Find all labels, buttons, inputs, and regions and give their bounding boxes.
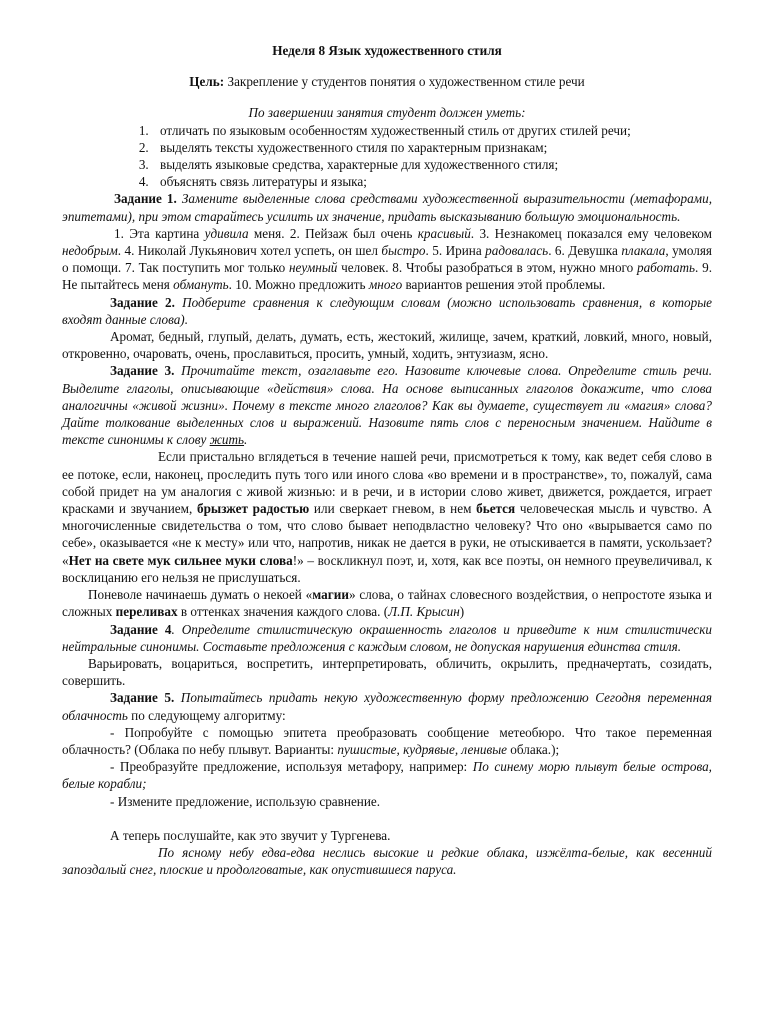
task3-text-paragraph-2: Поневоле начинаешь думать о некоей «магии» слова, о тайнах словесного воздействия, о непростоте языка и сложных переливах в оттенках значения каждого слова. (Л.П. Крысин) <box>62 587 712 620</box>
spacer <box>62 810 712 827</box>
task5-step-comparison: - Измените предложение, использую сравнение. <box>110 793 381 809</box>
task5-step-epithet: - Попробуйте с помощью эпитета преобразовать сообщение метеобюро. Что такое переменная облачность? (Облака по небу плывут. Варианты: пушистые, кудрявые, ленивые облака.); <box>62 724 712 757</box>
goal-line <box>62 73 712 90</box>
task2-label: Задание 2. <box>110 294 175 310</box>
task5-label: Задание 5. <box>110 690 175 706</box>
task5-instruction: Задание 5. Попытайтесь придать некую художественную форму предложению Сегодня переменная облачность по следующему алгоритму: <box>62 690 712 723</box>
task2-words: Аромат, бедный, глупый, делать, думать, есть, жестокий, жилище, зачем, краткий, ловкий, много, новый, откровенно, очаровать, очень, прославиться, просить, умный, ходить, энтузиазм, ясно. <box>62 329 712 362</box>
task3-instruction: Задание 3. Прочитайте текст, озаглавьте его. Назовите ключевые слова. Определите стиль речи. Выделите глаголы, описывающие «действия» слова. На основе выписанных глаголов докажите, что слова аналогичны «живой жизни». Почему в тексте много глаголов? Как вы думаете, существует ли «магия» слова? Дайте толкование выделенных слов и выражений. Назовите пять слов с переносным значением. Найдите в тексте синонимы к слову жить. <box>62 363 712 448</box>
outcome-item: 1. отличать по языковым особенностям художественный стиль от других стилей речи; <box>152 122 712 139</box>
task1-label: Задание 1. <box>114 191 177 207</box>
task2-instruction: Задание 2. Подберите сравнения к следующим словам (можно использовать сравнения, в которые входят данные слова). <box>62 294 712 327</box>
task4-label: Задание 4 <box>110 621 172 637</box>
task3-text-paragraph-1: Если пристально вглядеться в течение нашей речи, присмотреться к тому, как ведет себя слово в ее потоке, если, наконец, проследить путь того или иного слова «во времени и в пространстве», то, пожалуй, сама собой придет на ум аналогия с живой жизнью: и в речи, и в истории слово живет, движется, рождается, играет красками и звучанием, брызжет радостью или сверкает гневом, в нем бьется человеческая мысль и чувство. А многочисленные свидетельства о том, что слово бывает неподвластно человеку? Что оно «вырывается само по себе», оказывается «не к месту» или что, напротив, никак не дается в руки, не отыскивается в памяти, ускользает? «Нет на свете мук сильнее муки слова!» – воскликнул поэт, и, хотя, как все поэты, он немного преувеличивал, к восклицанию его нельзя не прислушаться. <box>62 449 713 585</box>
task1-sentences: 1. Эта картина удивила меня. 2. Пейзаж был очень красивый. 3. Незнакомец показался ему человеком недобрым. 4. Николай Лукьянович хотел успеть, он шел быстро. 5. Ирина радовалась. 6. Девушка плакала, умоляя о помощи. 7. Так поступить мог только неумный человек. 8. Чтобы разобраться в этом, нужно много работать. 9. Не пытайтесь меня обмануть. 10. Можно предложить много вариантов решения этой проблемы. <box>62 225 712 293</box>
outcome-item: 3. выделять языковые средства, характерные для художественного стиля; <box>152 156 712 173</box>
task1-instruction: Задание 1. Замените выделенные слова средствами художественной выразительности (метафорами, эпитетами), при этом старайтесь усилить их значение, придать высказыванию большую эмоциональность. <box>62 191 712 224</box>
task5-step-metaphor: - Преобразуйте предложение, используя метафору, например: По синему морю плывут белые острова, белые корабли; <box>62 759 712 792</box>
goal-label: Цель: <box>189 74 225 90</box>
citation-author: Л.П. Крысин <box>388 604 460 620</box>
turgenev-quote: По ясному небу едва-едва неслись высокие и редкие облака, изжёлта-белые, как весенний запоздалый снег, плоские и продолговатые, как опустившиеся паруса. <box>62 844 712 878</box>
document-body <box>62 42 712 878</box>
task4-words: Варьировать, воцариться, воспретить, интерпретировать, обличить, окрылить, предначертать, созидать, совершить. <box>62 655 712 689</box>
page-title: Неделя 8 Язык художественного стиля <box>272 43 502 58</box>
target-word: жить <box>209 432 245 448</box>
task4-instruction: Задание 4. Определите стилистическую окрашенность глаголов и приведите к ним стилистически нейтральные синонимы. Составьте предложения с каждым словом, не допуская нарушения единства стиля. <box>62 621 712 654</box>
outcomes-heading: По завершении занятия студент должен уметь: <box>248 105 526 121</box>
outcomes-list <box>62 122 712 191</box>
outcome-item: 2. выделять тексты художественного стиля по характерным признакам; <box>152 139 712 156</box>
outcome-item: 4. объяснять связь литературы и языка; <box>152 173 712 190</box>
turgenev-intro: А теперь послушайте, как это звучит у Тургенева. <box>110 827 391 843</box>
task3-label: Задание 3. <box>110 363 175 379</box>
goal-text: Закрепление у студентов понятия о художественном стиле речи <box>224 74 585 90</box>
